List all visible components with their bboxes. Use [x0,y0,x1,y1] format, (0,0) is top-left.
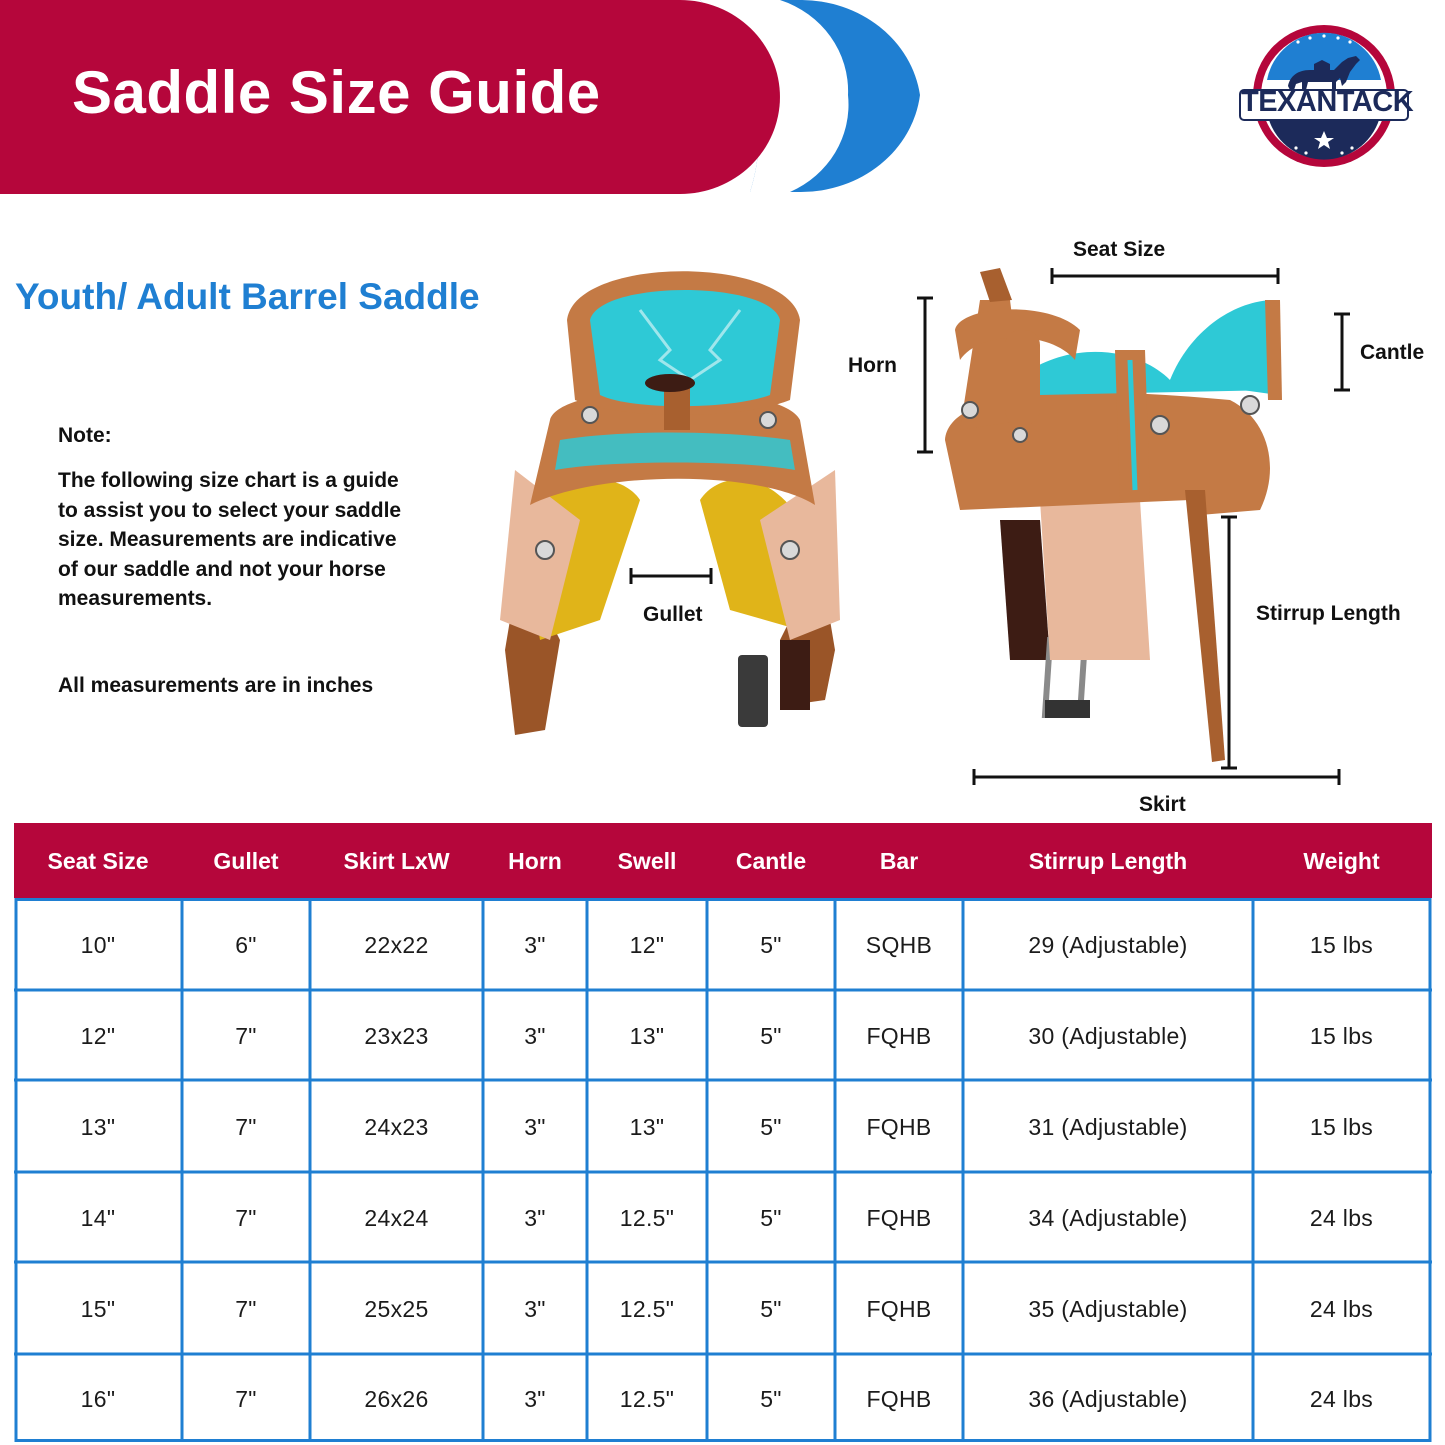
table-cell: 12" [629,932,665,958]
table-cell: 14" [80,1205,116,1231]
table-cell: 3" [524,932,546,958]
note-body: The following size chart is a guide to assist you to select your saddle size. Measurements are indicative of our saddle and not your horse measurements. [58,469,402,611]
table-cell: 15" [80,1296,116,1322]
table-cell: FQHB [866,1386,932,1412]
table-cell: 24 lbs [1309,1205,1374,1231]
table-cell: 12.5" [619,1386,675,1412]
table-cell: 25x25 [364,1296,429,1322]
table-cell: 34 (Adjustable) [1028,1205,1188,1231]
table-cell: 30 (Adjustable) [1028,1023,1188,1049]
table-cell: 3" [524,1023,546,1049]
logo-wordmark: TEXANTACK [1241,86,1414,118]
table-cell: 12.5" [619,1205,675,1231]
table-cell: 7" [235,1023,257,1049]
table-cell: 22x22 [364,932,429,958]
table-cell: FQHB [866,1114,932,1140]
table-cell: 7" [235,1386,257,1412]
table-cell: 35 (Adjustable) [1028,1296,1188,1322]
table-header-row [14,823,1432,898]
seat-size-label: Seat Size [1073,238,1166,261]
table-cell: 24x24 [364,1205,429,1231]
column-header-seat-size: Seat Size [47,848,149,874]
table-cell: 23x23 [364,1023,429,1049]
table-cell: 7" [235,1296,257,1322]
table-cell: 24 lbs [1309,1386,1374,1412]
table-cell: 15 lbs [1309,1114,1374,1140]
table-cell: FQHB [866,1023,932,1049]
table-cell: 5" [760,1386,782,1412]
table-cell: FQHB [866,1205,932,1231]
page-title: Saddle Size Guide [72,59,601,126]
product-subtitle: Youth/ Adult Barrel Saddle [15,276,480,317]
table-cell: 15 lbs [1309,932,1374,958]
table-cell: 13" [80,1114,116,1140]
table-cell: 24 lbs [1309,1296,1374,1322]
stirrup-length-label: Stirrup Length [1256,602,1401,625]
column-header-weight: Weight [1303,848,1380,874]
table-cell: 36 (Adjustable) [1028,1386,1188,1412]
table-cell: 5" [760,1023,782,1049]
table-cell: 16" [80,1386,116,1412]
table-cell: 3" [524,1296,546,1322]
table-cell: 7" [235,1114,257,1140]
table-cell: 7" [235,1205,257,1231]
table-cell: 10" [80,932,116,958]
note-units: All measurements are in inches [58,674,374,697]
table-cell: SQHB [865,932,933,958]
table-cell: 5" [760,1114,782,1140]
column-header-swell: Swell [617,848,677,874]
table-cell: 6" [235,932,257,958]
table-cell: 31 (Adjustable) [1028,1114,1188,1140]
table-cell: 13" [629,1114,665,1140]
table-cell: 5" [760,1205,782,1231]
horn-label: Horn [848,354,897,377]
table-cell: 3" [524,1114,546,1140]
table-cell: 26x26 [364,1386,429,1412]
skirt-label: Skirt [1139,793,1186,816]
table-cell: 3" [524,1386,546,1412]
note-heading: Note: [58,424,112,447]
column-header-stirrup-length: Stirrup Length [1028,848,1188,874]
table-cell: 15 lbs [1309,1023,1374,1049]
column-header-gullet: Gullet [213,848,279,874]
table-cell: 12" [80,1023,116,1049]
gullet-label: Gullet [643,603,703,626]
table-cell: 5" [760,1296,782,1322]
column-header-bar: Bar [879,848,919,874]
column-header-cantle: Cantle [735,848,807,874]
table-cell: 24x23 [364,1114,429,1140]
table-cell: 29 (Adjustable) [1028,932,1188,958]
table-cell: 3" [524,1205,546,1231]
column-header-horn: Horn [508,848,562,874]
table-cell: FQHB [866,1296,932,1322]
table-cell: 12.5" [619,1296,675,1322]
column-header-skirt: Skirt LxW [343,848,450,874]
cantle-label: Cantle [1360,341,1425,364]
table-cell: 13" [629,1023,665,1049]
table-cell: 5" [760,932,782,958]
